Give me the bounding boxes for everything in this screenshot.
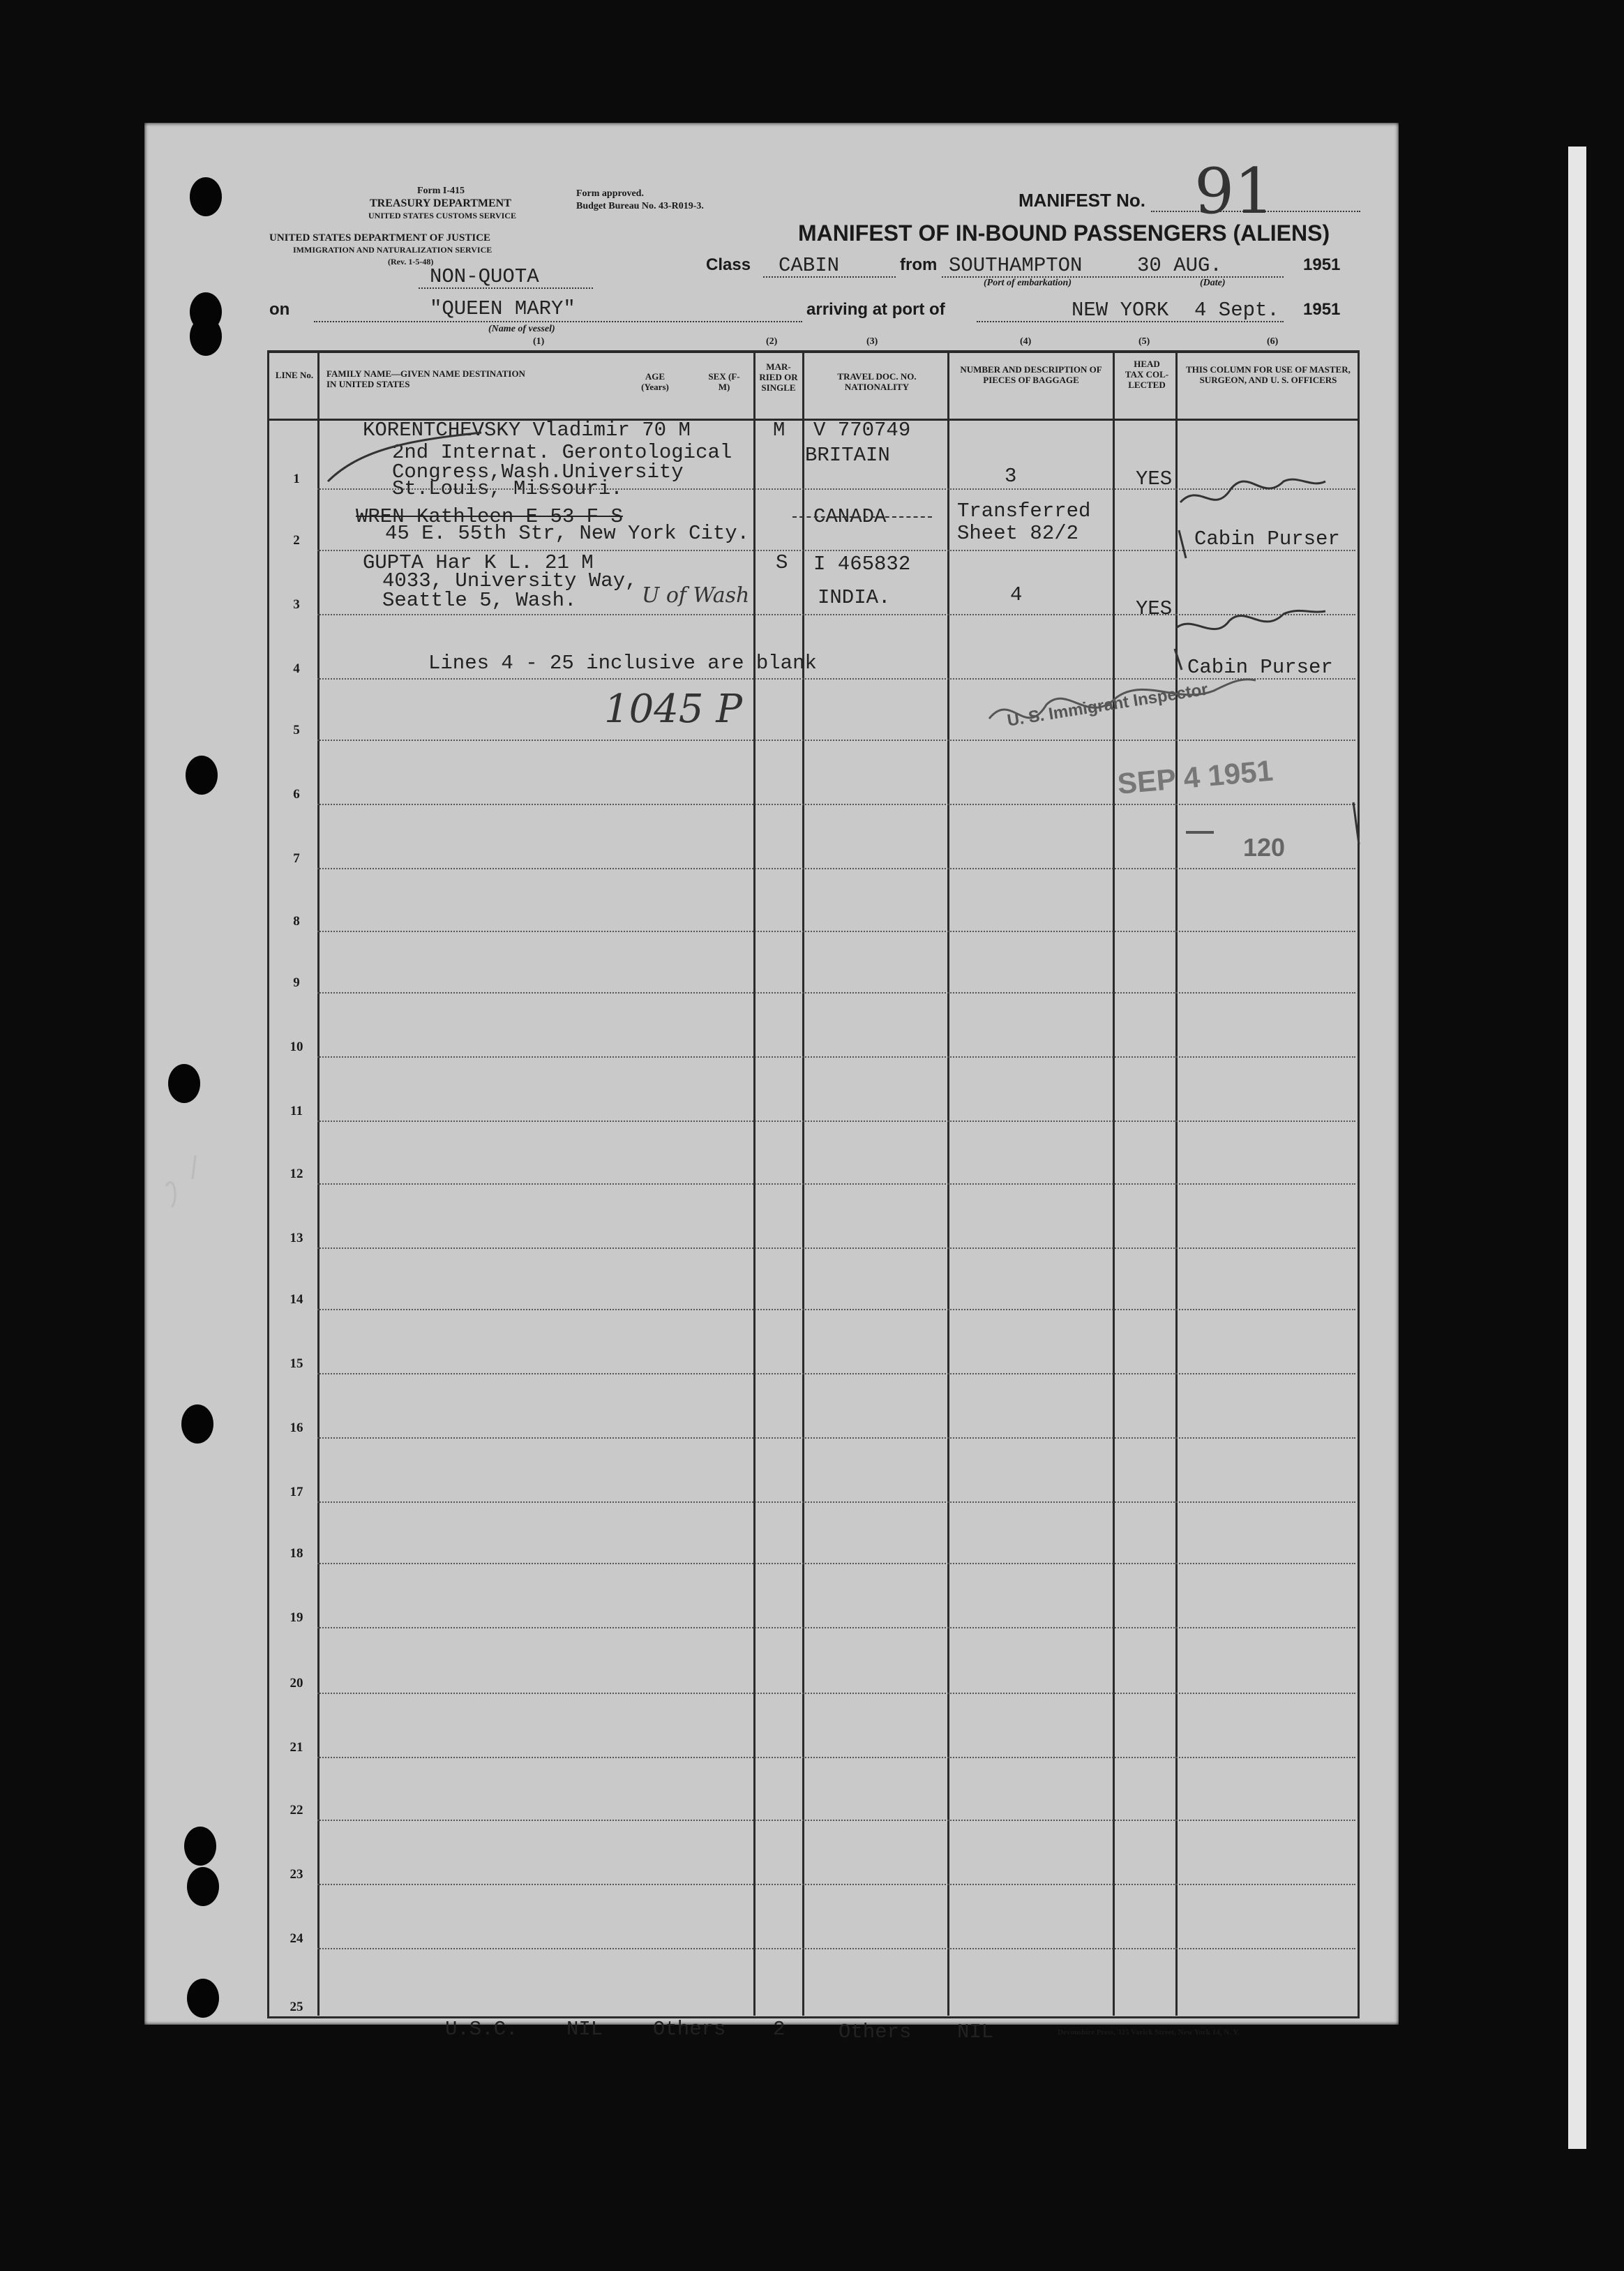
line-number: 5	[293, 723, 300, 737]
arriving-label: arriving at port of	[806, 300, 945, 319]
handwritten-1045: 1045 P	[604, 687, 742, 732]
line-number: 12	[290, 1167, 303, 1181]
year-1: 1951	[1303, 255, 1341, 274]
row1-destination-1: 2nd Internat. Gerontological	[392, 441, 732, 464]
row1-travel-doc: V 770749	[813, 419, 911, 442]
row1-nationality: BRITAIN	[805, 444, 890, 467]
col-header-baggage: NUMBER AND DESCRIPTION OF PIECES OF BAGGAGE	[960, 364, 1102, 385]
line-number: 1	[293, 472, 300, 486]
line-number: 23	[290, 1867, 303, 1882]
row3-destination-1: 4033, University Way,	[382, 569, 638, 592]
treasury-department: TREASURY DEPARTMENT	[370, 197, 511, 209]
col-header-headtax: HEAD TAX COL-LECTED	[1125, 359, 1169, 390]
manifest-number: 91	[1194, 155, 1275, 228]
line-number: 21	[290, 1740, 303, 1755]
row3-name: GUPTA Har K L. 21 M	[363, 551, 594, 574]
row2-name: WREN Kathleen E 53 F S	[356, 505, 623, 528]
port-caption: (Port of embarkation)	[984, 278, 1072, 288]
col-number-6: (6)	[1267, 336, 1279, 347]
line-number: 3	[293, 597, 300, 612]
col-number-1: (1)	[533, 336, 545, 347]
inspector-stamp: U. S. Immigrant Inspector	[1006, 680, 1210, 730]
line-number: 6	[293, 787, 300, 802]
footer-others-label-2: Others	[839, 2021, 912, 2044]
line-number: 14	[290, 1292, 303, 1307]
right-margin-mark	[1353, 802, 1359, 844]
class-label: Class	[706, 255, 751, 274]
arriving-port: NEW YORK	[1072, 299, 1169, 322]
row3-destination-2: Seattle 5, Wash.	[382, 589, 577, 612]
purser-signature-1	[1179, 479, 1325, 558]
line-number: 10	[290, 1040, 303, 1054]
row2-nationality: CANADA	[813, 505, 887, 528]
col-number-3: (3)	[866, 336, 878, 347]
row3-travel-doc: I 465832	[813, 553, 911, 576]
col-header-sex: SEX (F-M)	[708, 371, 740, 392]
footer-others-value-1: 2	[773, 2018, 785, 2041]
row1-name: KORENTCHEVSKY Vladimir 70 M	[363, 419, 691, 442]
line-number: 16	[290, 1421, 303, 1435]
from-port: SOUTHAMPTON	[949, 254, 1083, 277]
line-number: 11	[290, 1104, 303, 1118]
manifest-no-label: MANIFEST No.	[1018, 190, 1145, 211]
budget-bureau: Budget Bureau No. 43-R019-3.	[576, 201, 704, 211]
col-number-5: (5)	[1138, 336, 1150, 347]
footer-usc-value: NIL	[566, 2018, 603, 2041]
row3-nationality: INDIA.	[818, 586, 891, 609]
line-number: 15	[290, 1356, 303, 1371]
line-number: 2	[293, 533, 300, 548]
customs-service: UNITED STATES CUSTOMS SERVICE	[368, 211, 516, 220]
line-number: 17	[290, 1485, 303, 1499]
justice-department: UNITED STATES DEPARTMENT OF JUSTICE	[269, 232, 491, 243]
row1-destination-3: St.Louis, Missouri.	[392, 477, 623, 500]
row1-destination-2: Congress,Wash.University	[392, 460, 684, 484]
line-number: 8	[293, 914, 300, 929]
line-number: 9	[293, 975, 300, 990]
printer-imprint: Devonshire Press, 325 Varick Street, New York 14, N. Y.	[1058, 2028, 1240, 2037]
blank-lines-note: Lines 4 - 25 inclusive are blank	[428, 652, 817, 675]
col-header-line: LINE No.	[275, 370, 314, 380]
date-stamp: SEP 4 1951	[1116, 754, 1275, 800]
vessel-caption: (Name of vessel)	[488, 324, 555, 334]
line-number: 18	[290, 1546, 303, 1561]
number-stamp: 120	[1243, 833, 1286, 862]
line-number: 24	[290, 1931, 303, 1946]
row1-head-tax: YES	[1136, 467, 1173, 490]
date-caption: (Date)	[1200, 278, 1226, 288]
class-value: CABIN	[779, 254, 840, 277]
row1-check-mark	[328, 433, 481, 481]
row2-officer: Cabin Purser	[1194, 527, 1340, 550]
col-number-2: (2)	[766, 336, 778, 347]
col-header-married: MAR-RIED OR SINGLE	[759, 361, 798, 393]
footer-others-value-2: NIL	[957, 2021, 994, 2044]
col-header-name: FAMILY NAME—GIVEN NAME DESTINATION IN UNITED STATES	[326, 368, 525, 389]
year-2: 1951	[1303, 300, 1341, 319]
line-number: 20	[290, 1676, 303, 1691]
footer-others-label-1: Others	[653, 2018, 726, 2041]
row3-officer: Cabin Purser	[1187, 656, 1333, 679]
row3-baggage: 4	[1010, 583, 1023, 606]
revision: (Rev. 1-5-48)	[388, 257, 434, 267]
footer-usc-label: U.S.C.	[445, 2018, 518, 2041]
line-number: 22	[290, 1803, 303, 1817]
vessel-name: "QUEEN MARY"	[430, 297, 576, 320]
on-label: on	[269, 300, 290, 319]
row2-baggage-1: Transferred	[957, 500, 1091, 523]
line-number: 7	[293, 851, 300, 866]
row3-head-tax: YES	[1136, 597, 1173, 620]
margin-mark	[166, 1155, 195, 1207]
from-label: from	[900, 255, 938, 274]
form-number: Form I-415	[417, 186, 465, 196]
col-number-4: (4)	[1020, 336, 1032, 347]
row2-destination: 45 E. 55th Str, New York City.	[385, 522, 750, 545]
form-approved: Form approved.	[576, 188, 644, 199]
quota-status: NON-QUOTA	[430, 265, 539, 288]
handwritten-uofwash: U of Wash	[642, 583, 750, 608]
from-date: 30 AUG.	[1137, 254, 1222, 277]
row1-married: M	[773, 419, 785, 442]
row3-married: S	[776, 551, 788, 574]
line-number: 4	[293, 661, 300, 676]
arriving-date: 4 Sept.	[1194, 299, 1279, 322]
row1-baggage: 3	[1005, 465, 1017, 488]
col-header-age: AGE (Years)	[641, 371, 669, 392]
col-header-officers: THIS COLUMN FOR USE OF MASTER, SURGEON, AND U. S. OFFICERS	[1186, 364, 1351, 385]
purser-signature-2	[1175, 610, 1325, 670]
ins-service: IMMIGRATION AND NATURALIZATION SERVICE	[293, 245, 493, 255]
line-number: 13	[290, 1231, 303, 1245]
manifest-title: MANIFEST OF IN-BOUND PASSENGERS (ALIENS)	[798, 220, 1330, 246]
row2-baggage-2: Sheet 82/2	[957, 522, 1079, 545]
col-header-travel: TRAVEL DOC. NO. NATIONALITY	[837, 371, 917, 392]
line-number: 19	[290, 1610, 303, 1625]
line-number: 25	[290, 2000, 303, 2014]
